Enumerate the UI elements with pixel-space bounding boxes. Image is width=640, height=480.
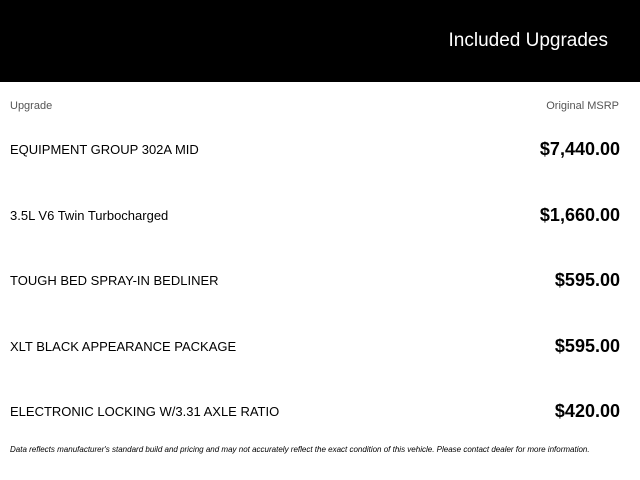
upgrade-name: 3.5L V6 Twin Turbocharged [10,207,169,223]
upgrade-row [0,311,640,377]
upgrade-price: $7,440.00 [539,139,620,159]
upgrade-row [0,245,640,311]
upgrade-price: $420.00 [554,401,620,422]
upgrade-row [0,114,640,180]
page-title: Included Upgrades [448,30,608,51]
column-header-upgrade: Upgrade [10,100,53,112]
upgrade-price: $1,660.00 [539,204,620,225]
upgrade-name: TOUGH BED SPRAY-IN BEDLINER [10,273,219,289]
upgrade-name: EQUIPMENT GROUP 302A MID [10,142,199,157]
upgrade-name: XLT BLACK APPEARANCE PACKAGE [10,338,237,354]
disclaimer-text: Data reflects manufacturer's standard build and pricing and may not accurately reflect the exact condition of this vehicle. Please contact dealer for more information. [10,445,590,454]
column-header-msrp: Original MSRP [546,100,619,112]
column-headers [0,99,640,113]
upgrade-row [0,180,640,246]
upgrade-price: $595.00 [554,270,620,291]
header-bar [0,0,640,82]
upgrade-name: ELECTRONIC LOCKING W/3.31 AXLE RATIO [10,404,280,420]
upgrade-row [0,376,640,442]
upgrade-price: $595.00 [554,335,620,356]
upgrades-list [0,114,640,442]
